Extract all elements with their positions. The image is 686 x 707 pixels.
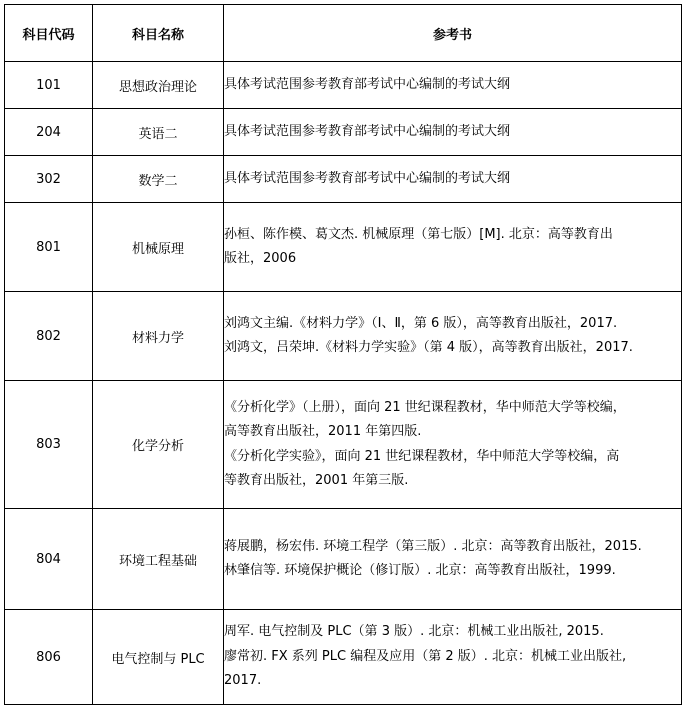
reference-book (224, 109, 682, 156)
table-header-row (5, 5, 682, 62)
header-book: 参考书 (224, 5, 682, 62)
header-code: 科目代码 (5, 5, 93, 62)
book-line: 《分析化学》（上册），面向 21 世纪课程教材，华中师范大学等校编， (224, 399, 626, 415)
book-line: 廖常初. FX 系列 PLC 编程及应用（第 2 版）. 北京：机械工业出版社, (224, 648, 627, 664)
subject-name: 机械原理 (93, 203, 224, 292)
book-line: 等教育出版社，2001 年第三版. (224, 473, 409, 488)
subject-name: 环境工程基础 (93, 509, 224, 610)
reference-book (224, 292, 682, 381)
book-line: 2017. (224, 673, 262, 689)
subject-code: 204 (5, 109, 93, 156)
table-row (5, 203, 682, 292)
subject-name: 电气控制与 PLC (93, 610, 224, 705)
reference-book (224, 381, 682, 509)
table-row (5, 156, 682, 203)
book-line: 刘鸿文主编.《材料力学》（Ⅰ、Ⅱ，第 6 版），高等教育出版社，2017. (224, 315, 618, 331)
subject-code: 806 (5, 610, 93, 705)
subject-name: 英语二 (93, 109, 224, 156)
subject-name: 化学分析 (93, 381, 224, 509)
reference-book (224, 156, 682, 203)
subject-code: 802 (5, 292, 93, 381)
subject-name: 思想政治理论 (93, 62, 224, 109)
table-row (5, 62, 682, 109)
book-line: 版社，2006 (224, 251, 297, 266)
table-row (5, 509, 682, 610)
book-line: 《分析化学实验》，面向 21 世纪课程教材，华中师范大学等校编，高 (224, 448, 620, 464)
reference-book (224, 203, 682, 292)
subject-code: 803 (5, 381, 93, 509)
book-line: 高等教育出版社，2011 年第四版. (224, 424, 422, 439)
book-line: 具体考试范围参考教育部考试中心编制的考试大纲 (224, 123, 511, 139)
book-line: 林肇信等. 环境保护概论（修订版）. 北京：高等教育出版社，1999. (224, 563, 616, 578)
book-line: 周军. 电气控制及 PLC（第 3 版）. 北京：机械工业出版社, 2015. (224, 624, 604, 640)
subject-code: 801 (5, 203, 93, 292)
reference-book-table (4, 4, 682, 705)
subject-name: 材料力学 (93, 292, 224, 381)
table-row (5, 381, 682, 509)
table-row (5, 109, 682, 156)
reference-book (224, 62, 682, 109)
subject-code: 302 (5, 156, 93, 203)
book-line: 孙桓、陈作模、葛文杰. 机械原理（第七版）[M]. 北京：高等教育出 (224, 226, 613, 242)
table-row (5, 292, 682, 381)
subject-code: 101 (5, 62, 93, 109)
book-line: 具体考试范围参考教育部考试中心编制的考试大纲 (224, 170, 511, 186)
reference-book (224, 509, 682, 610)
header-name: 科目名称 (93, 5, 224, 62)
reference-book (224, 610, 682, 705)
subject-name: 数学二 (93, 156, 224, 203)
book-line: 刘鸿文，吕荣坤.《材料力学实验》（第 4 版），高等教育出版社，2017. (224, 340, 633, 355)
book-line: 具体考试范围参考教育部考试中心编制的考试大纲 (224, 76, 511, 92)
book-line: 蒋展鹏，杨宏伟. 环境工程学（第三版）. 北京：高等教育出版社，2015. (224, 538, 642, 554)
table-row (5, 610, 682, 705)
subject-code: 804 (5, 509, 93, 610)
